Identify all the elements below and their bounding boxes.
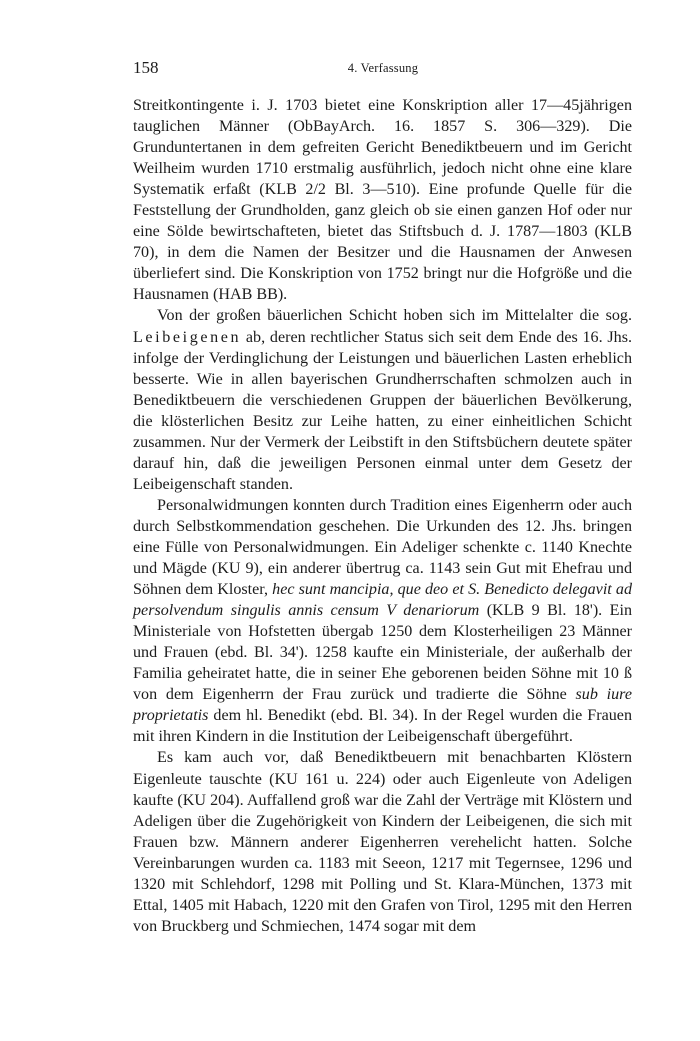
running-head: 4. Verfassung xyxy=(347,61,419,75)
spaced-term: Leibeigenen xyxy=(133,328,242,346)
text-run: Es kam auch vor, daß Benediktbeuern mit benachbarten Klöstern Eigenleute tauschte (KU 161 u. 224) oder auch Eigenleute von Adeligen kaufte (KU 204). Auffallend groß war die Zahl der Verträge mit Klöstern und Adeligen über die Zugehörigkeit von Kindern der Leibeigenen, die sich mit Frauen bzw. Männern anderer Eigenherren verehelicht hatten. Solche Vereinbarungen wurden ca. 1183 mit Seeon, 1217 mit Tegernsee, 1296 und 1320 mit Schlehdorf, 1298 mit Polling und St. Klara-München, 1373 mit Ettal, 1405 mit Habach, 1220 mit den Grafen von Tirol, 1295 mit den Herren von Bruckberg und Schmiechen, 1474 sogar mit dem xyxy=(133,749,632,935)
paragraph xyxy=(133,95,632,305)
text-run: Von der großen bäuerlichen Schicht hoben sich im Mittelalter die sog. xyxy=(157,307,632,325)
text-run: Streitkontingente i. J. 1703 bietet eine Konskription aller 17—45jährigen tauglichen Männer (ObBayArch. 16. 1857 S. 306—329). Die Grunduntertanen in dem gefreiten Gericht Benediktbeuern und im Gericht Weilheim wurden 1710 erstmalig ausführlich, jedoch nicht ohne eine klare Systematik erfaßt (KLB 2/2 Bl. 3—510). Eine profunde Quelle für die Feststellung der Grundholden, ganz gleich ob sie einen ganzen Hof oder nur eine Sölde bewirtschafteten, bietet das Stiftsbuch d. J. 1787—1803 (KLB 70), in dem die Namen der Besitzer und die Hausnamen der Anwesen überliefert sind. Die Konskription von 1752 bringt nur die Hofgröße und die Hausnamen (HAB BB). xyxy=(133,97,632,304)
paragraph xyxy=(133,747,632,936)
page-header xyxy=(133,58,633,80)
body-text xyxy=(133,95,632,937)
page-number: 158 xyxy=(133,58,159,77)
italic-quote: sub iure proprietatis xyxy=(133,686,632,725)
text-run: dem hl. Benedikt (ebd. Bl. 34). In der Regel wurden die Frauen mit ihren Kindern in die Institution der Leibeigenschaft übergeführt. xyxy=(133,707,632,746)
text-run: ab, deren rechtlicher Status sich seit dem Ende des 16. Jhs. infolge der Verdinglichung der Leistungen und bäuerlichen Lasten erheblich besserte. Wie in allen bayerischen Grundherrschaften schmolzen auch in Benediktbeuern die verschiedenen Gruppen der bäuerlichen Bevölkerung, die klösterlichen Besitz zur Leihe hatten, zu einer einheitlichen Schicht zusammen. Nur der Vermerk der Leibstift in den Stiftsbüchern deutete später darauf hin, daß die jeweiligen Personen einmal unter dem Gesetz der Leibeigenschaft standen. xyxy=(133,328,632,493)
text-run: (KLB 9 Bl. 18'). Ein Ministeriale von Hofstetten übergab 1250 dem Klosterheiligen 23 Männer und Frauen (ebd. Bl. 34'). 1258 kaufte ein Ministeriale, der außerhalb der Familia geheiratet hatte, die in seiner Ehe geborenen beiden Söhne mit 10 ß von dem Eigenherrn der Frau zurück und tradierte die Söhne xyxy=(133,602,632,704)
paragraph xyxy=(133,305,632,494)
italic-quote: hec sunt mancipia, que deo et S. Benedicto delegavit ad persolvendum singulis annis censum V denariorum xyxy=(133,581,632,620)
text-run: Personalwidmungen konnten durch Tradition eines Eigenherrn oder auch durch Selbstkommendation geschehen. Die Urkunden des 12. Jhs. bringen eine Fülle von Personalwidmungen. Ein Adeliger schenkte c. 1140 Knechte und Mägde (KU 9), ein anderer übertrug ca. 1143 sein Gut mit Ehefrau und Söhnen dem Kloster, xyxy=(133,496,632,599)
paragraph xyxy=(133,495,632,748)
